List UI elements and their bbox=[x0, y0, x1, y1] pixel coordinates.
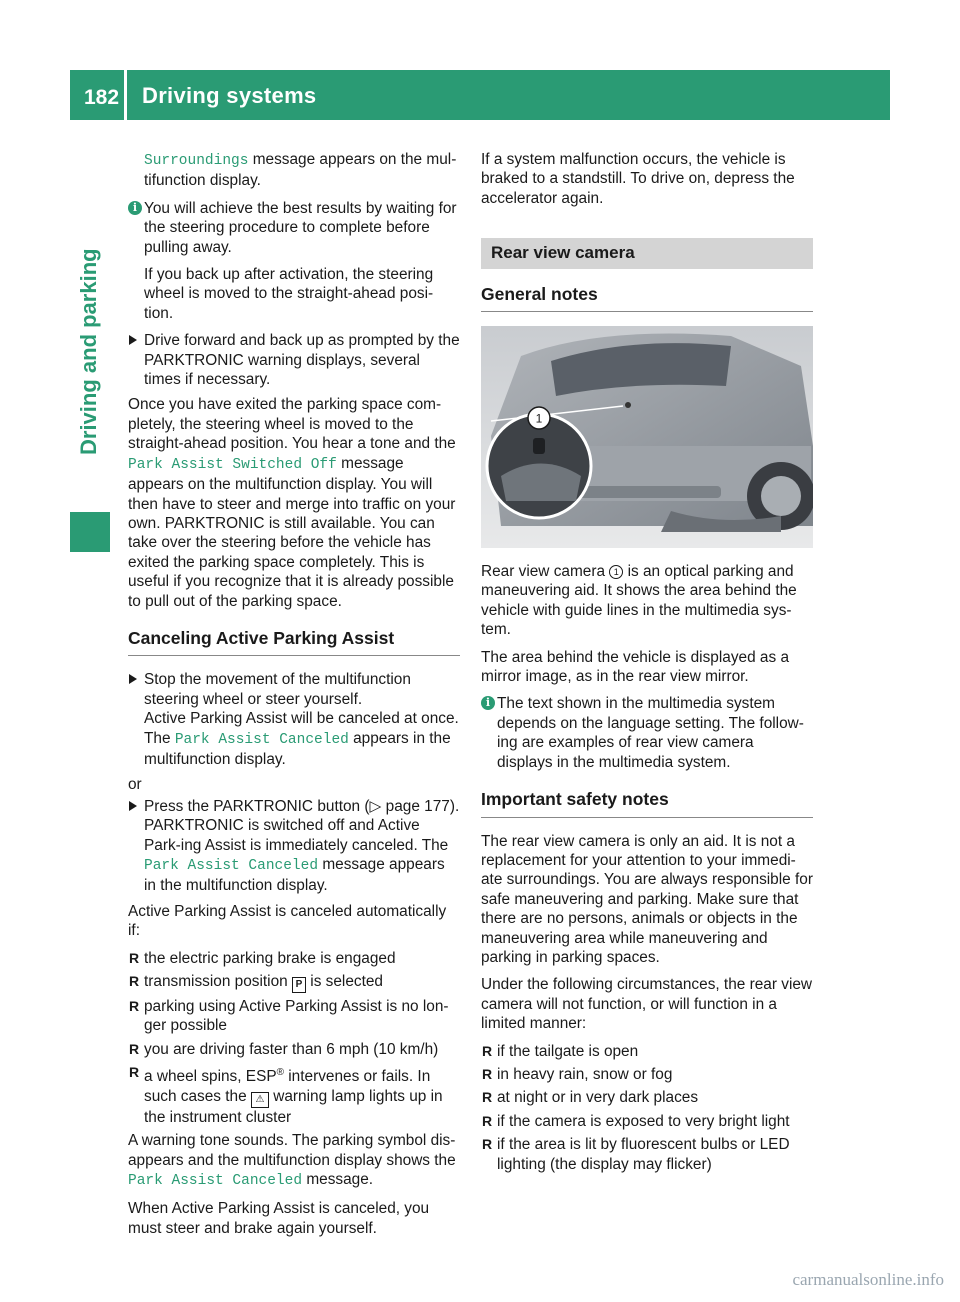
section-heading: Important safety notes bbox=[481, 790, 813, 817]
step-arrow-icon bbox=[129, 801, 137, 811]
callout-number: 1 bbox=[609, 565, 623, 579]
list-item: R you are driving faster than 6 mph (10 km/h) bbox=[129, 1040, 439, 1058]
step-arrow-icon bbox=[129, 674, 137, 684]
paragraph-or: or bbox=[128, 776, 142, 794]
right-column bbox=[481, 150, 813, 1178]
section-heading: General notes bbox=[481, 285, 813, 312]
paragraph: Once you have exited the parking space com-pletely, the steering wheel is moved to the straight-ahead position. You hear a tone and the Park Assist Switched Off message appears on the multifunction display. You will then have to steer and merge into traffic on your own. PARKTRONIC is still available. You can take over the steering before the vehicle has exited the parking space completely. This is useful if you recognize that it is already possible to pull out of the parking space. bbox=[128, 396, 456, 610]
paragraph: The rear view camera is only an aid. It is not a replacement for your attention to your immedi-ate surroundings. You are always responsible for safe maneuvering and parking. Make sure that there are no persons, animals or objects in the maneuvering area while maneuvering and parking in parking spaces. bbox=[481, 832, 813, 966]
rear-view-camera-photo bbox=[481, 326, 813, 548]
bullet-icon: R bbox=[482, 1042, 493, 1059]
info-icon: i bbox=[481, 696, 495, 710]
left-column bbox=[128, 150, 460, 1246]
bullet-icon: R bbox=[129, 1040, 140, 1057]
bullet-icon: R bbox=[129, 998, 140, 1015]
info-note bbox=[481, 694, 813, 772]
page-number: 182 bbox=[84, 86, 120, 109]
paragraph: The area behind the vehicle is displayed as a mirror image, as in the rear view mirror. bbox=[481, 648, 790, 686]
section-heading: Canceling Active Parking Assist bbox=[128, 629, 460, 656]
list-item: R if the tailgate is open bbox=[482, 1042, 639, 1060]
display-message: Park Assist Canceled bbox=[174, 731, 349, 748]
section-title-bar: Rear view camera bbox=[481, 238, 813, 268]
info-text: You will achieve the best results by waiting for the steering procedure to complete before pulling away. bbox=[144, 199, 457, 256]
photo-callout: 1 bbox=[535, 411, 543, 426]
side-tab-label: Driving and parking bbox=[76, 248, 101, 455]
display-message: Park Assist Switched Off bbox=[128, 456, 337, 473]
page-reference-arrow: ▷ bbox=[369, 797, 382, 815]
side-tab-marker bbox=[70, 512, 110, 552]
bullet-icon: R bbox=[129, 949, 140, 966]
bullet-icon: R bbox=[129, 1064, 140, 1081]
instruction-step: Press the PARKTRONIC button (▷ page 177). PARKTRONIC is switched off and Active Park-ing Assist is immediately canceled. The Park Assist Canceled message appears in the multifunction display. bbox=[128, 797, 460, 896]
bullet-icon: R bbox=[129, 973, 140, 990]
paragraph: A warning tone sounds. The parking symbol dis-appears and the multifunction display shows the Park Assist Canceled message. bbox=[128, 1132, 456, 1189]
bullet-icon: R bbox=[482, 1136, 493, 1153]
chapter-title: Driving systems bbox=[142, 83, 317, 108]
display-message: Park Assist Canceled bbox=[144, 858, 319, 874]
info-icon: i bbox=[128, 201, 142, 215]
list-item: R transmission position P is selected bbox=[128, 972, 460, 993]
bullet-icon: R bbox=[482, 1089, 493, 1106]
list-item: R in heavy rain, snow or fog bbox=[482, 1065, 673, 1083]
info-note bbox=[128, 199, 460, 323]
bullet-icon: R bbox=[482, 1065, 493, 1082]
info-text: If you back up after activation, the steering wheel is moved to the straight-ahead posi-tion. bbox=[144, 266, 434, 322]
info-text: The text shown in the multimedia system depends on the language setting. The follow-ing are examples of rear view camera displays in the multimedia system. bbox=[497, 695, 804, 771]
park-position-icon: P bbox=[292, 977, 306, 993]
paragraph: Active Parking Assist is canceled automatically if: bbox=[128, 902, 447, 940]
bullet-icon: R bbox=[482, 1112, 493, 1129]
list-item: R a wheel spins, ESP® intervenes or fails. In such cases the ⚠ warning lamp lights up in the instrument cluster bbox=[129, 1064, 443, 1126]
page-header bbox=[70, 70, 890, 120]
paragraph: Under the following circumstances, the rear view camera will not function, or will function in a limited manner: bbox=[481, 976, 813, 1033]
list-item: R at night or in very dark places bbox=[482, 1089, 699, 1107]
display-message: Park Assist Canceled bbox=[128, 1173, 303, 1189]
paragraph: If a system malfunction occurs, the vehicle is braked to a standstill. To drive on, depress the accelerator again. bbox=[481, 151, 795, 207]
page-reference[interactable]: page 177). bbox=[385, 797, 460, 815]
list-item: R if the area is lit by fluorescent bulbs or LED lighting (the display may flicker) bbox=[482, 1136, 790, 1173]
paragraph: When Active Parking Assist is canceled, you must steer and brake again yourself. bbox=[128, 1200, 430, 1237]
skid-warning-icon: ⚠ bbox=[251, 1092, 269, 1108]
paragraph: Surroundings message appears on the mul-tifunction display. bbox=[144, 151, 457, 190]
paragraph: Rear view camera 1 is an optical parking and maneuvering aid. It shows the area behind the vehicle with guide lines in the multimedia sys-tem. bbox=[481, 563, 797, 639]
instruction-step: Stop the movement of the multifunction steering wheel or steer yourself. Active Parking Assist will be canceled at once. The Park Assist Canceled appears in the multifunction display. bbox=[128, 670, 460, 769]
list-item: R the electric parking brake is engaged bbox=[129, 949, 396, 967]
watermark: carmanualsonline.info bbox=[792, 1270, 944, 1289]
instruction-step: Drive forward and back up as prompted by the PARKTRONIC warning displays, several times if necessary. bbox=[128, 331, 460, 389]
list-item: R if the camera is exposed to very bright light bbox=[482, 1112, 790, 1130]
display-message: Surroundings bbox=[144, 153, 249, 169]
step-arrow-icon bbox=[129, 335, 137, 345]
list-item: R parking using Active Parking Assist is no lon-ger possible bbox=[129, 998, 449, 1035]
header-divider bbox=[124, 70, 127, 120]
